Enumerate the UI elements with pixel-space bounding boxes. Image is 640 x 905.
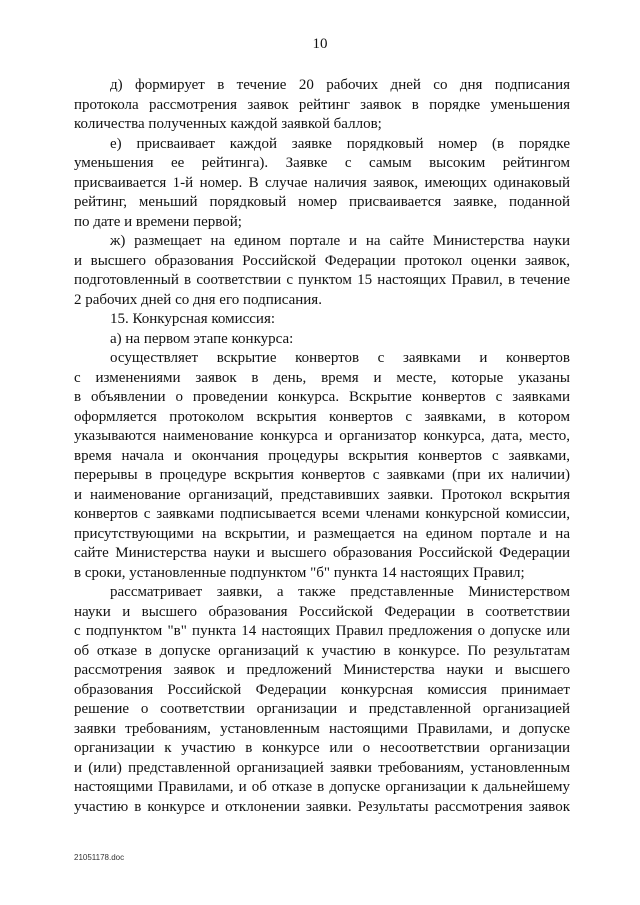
text-line: в сроки, установленные подпунктом "б" пункта 14 настоящих Правил; xyxy=(74,564,525,581)
text-line: количества полученных каждой заявкой баллов; xyxy=(74,116,382,132)
text-line: 2 рабочих дней со дня его подписания. xyxy=(74,291,322,308)
text-line: заявки требованиям, установленным настоящими Правилами, и допуске xyxy=(74,720,570,737)
text-line: настоящими Правилами, и об отказе в допуске организации к дальнейшему xyxy=(74,779,570,795)
text-line: ж) размещает на едином портале и на сайте Министерства науки xyxy=(110,233,570,249)
text-line: конвертов с заявками подписывается всеми членами конкурсной комиссии, xyxy=(74,506,570,522)
text-line: рейтинг, меньший порядковый номер присваивается заявке, поданной xyxy=(74,194,570,210)
text-line: организации к участию в конкурсе или о несоответствии организации xyxy=(74,740,570,756)
text-line: и (или) представленной организацией заявки требованиям, установленным xyxy=(74,759,570,776)
subsection-heading: а) на первом этапе конкурса: xyxy=(110,330,294,347)
text-line: осуществляет вскрытие конвертов с заявками и конвертов xyxy=(110,350,570,366)
text-line: науки и высшего образования Российской Федерации в соответствии xyxy=(74,603,570,620)
text-line: решение о соответствии организации и представленной организацией xyxy=(74,701,570,717)
text-line: перерывы в процедуре вскрытия конвертов с заявками (при их наличии) xyxy=(74,467,570,483)
text-line: протокола рассмотрения заявок рейтинг заявок в порядке уменьшения xyxy=(74,96,570,113)
text-line: с подпунктом "в" пункта 14 настоящих Правил предложения о допуске или xyxy=(74,623,570,639)
text-line: об отказе в допуске организаций к участию в конкурсе. По результатам xyxy=(74,642,570,659)
document-body xyxy=(74,76,570,817)
text-line: е) присваивает каждой заявке порядковый номер (в порядке xyxy=(110,135,570,152)
text-line: указываются наименование конкурса и организатор конкурса, дата, место, xyxy=(74,428,570,444)
text-line: присутствующими на вскрытии, и размещается на едином портале и на xyxy=(74,525,570,542)
document-filename: 21051178.doc xyxy=(74,853,125,862)
text-line: участию в конкурсе и отклонении заявки. Результаты рассмотрения заявок xyxy=(74,798,570,815)
text-line: рассмотрения заявок и предложений Министерства науки и высшего xyxy=(74,662,570,678)
text-line: с изменениями заявок в день, время и месте, которые указаны xyxy=(74,369,570,386)
text-line: присваивается 1-й номер. В случае наличия заявок, имеющих одинаковый xyxy=(74,174,570,191)
text-line: рассматривает заявки, а также представленные Министерством xyxy=(110,584,570,600)
text-line: время начала и окончания процедуры вскрытия конвертов с заявками, xyxy=(74,447,570,464)
page-number: 10 xyxy=(312,36,328,52)
text-line: образования Российской Федерации конкурсная комиссия принимает xyxy=(74,681,570,698)
text-line: сайте Министерства науки и высшего образования Российской Федерации xyxy=(74,545,570,561)
text-line: д) формирует в течение 20 рабочих дней со дня подписания xyxy=(110,77,570,93)
text-line: в объявлении о проведении конкурса. Вскрытие конвертов с заявками xyxy=(74,389,570,405)
text-line: оформляется протоколом вскрытия конвертов с заявками, в котором xyxy=(74,408,570,425)
text-line: подготовленный в соответствии с пунктом 15 настоящих Правил, в течение xyxy=(74,272,570,288)
text-line: по дате и времени первой; xyxy=(74,213,242,230)
text-line: и высшего образования Российской Федерации протокол оценки заявок, xyxy=(74,252,570,269)
text-line: и наименование организаций, представивших заявки. Протокол вскрытия xyxy=(74,486,570,503)
text-line: уменьшения ее рейтинга). Заявке с самым высоким рейтингом xyxy=(74,155,570,171)
section-heading: 15. Конкурсная комиссия: xyxy=(110,311,276,327)
